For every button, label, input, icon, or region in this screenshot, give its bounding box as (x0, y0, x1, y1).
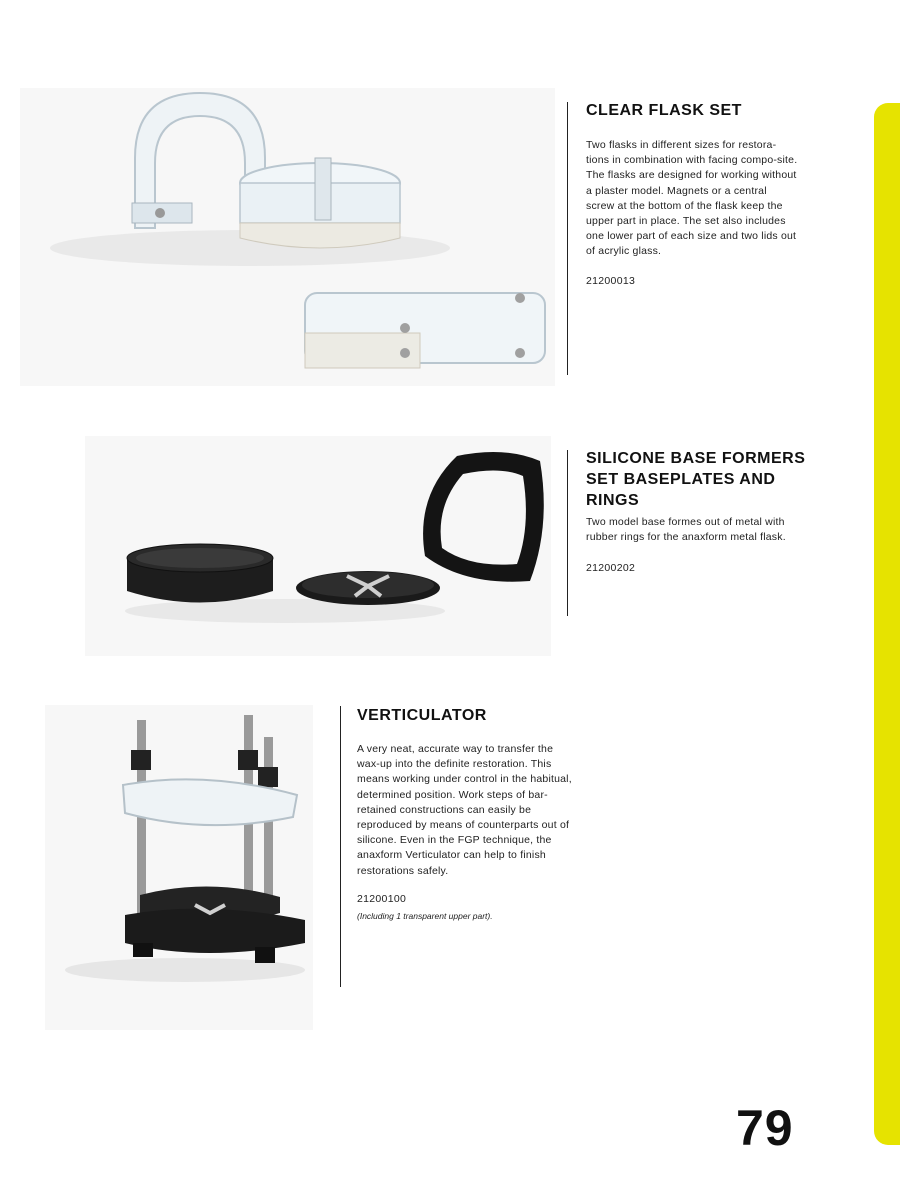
accent-side-bar (874, 103, 900, 1145)
product-title: VERTICULATOR (357, 707, 487, 724)
clear-flask-illustration (20, 88, 555, 386)
product-title: CLEAR FLASK SET (586, 102, 742, 119)
article-number: 21200202 (586, 562, 636, 574)
product-description: Two model base formes out of metal with rubber rings for the anaxform metal flask. (586, 516, 786, 544)
verticulator-photo (45, 705, 313, 1030)
product-description: Two flasks in different sizes for restora-tions in combination with facing compo-site. The flasks are designed for working without a plaster model. Magnets or a central screw at the bottom of the flask keep the upper part in place. The set also includes one lower part of each size and two lids out of acrylic glass. (586, 139, 798, 258)
clear-flask-set-photo (20, 88, 555, 386)
page-number: 79 (736, 1100, 794, 1156)
verticulator-illustration (45, 705, 313, 1030)
product-description: A very neat, accurate way to transfer the wax-up into the definite restoration. This means working under control in the habitual, determined position. Work steps of bar-retained constructions can easily be reproduced by means of counterparts out of silicone. Even in the FGP technique, the anaxform Verticulator can help to finish restorations safely. (357, 743, 572, 877)
silicone-base-formers-photo (85, 436, 551, 656)
article-number: 21200013 (586, 275, 636, 287)
article-note: (Including 1 transparent upper part). (357, 911, 493, 921)
product-title: SILICONE BASE FORMERS SET BASEPLATES AND RINGS (586, 450, 806, 509)
divider-line-3 (340, 706, 341, 987)
base-formers-illustration (85, 436, 551, 656)
article-number: 21200100 (357, 893, 407, 905)
divider-line-1 (567, 102, 568, 375)
divider-line-2 (567, 450, 568, 616)
